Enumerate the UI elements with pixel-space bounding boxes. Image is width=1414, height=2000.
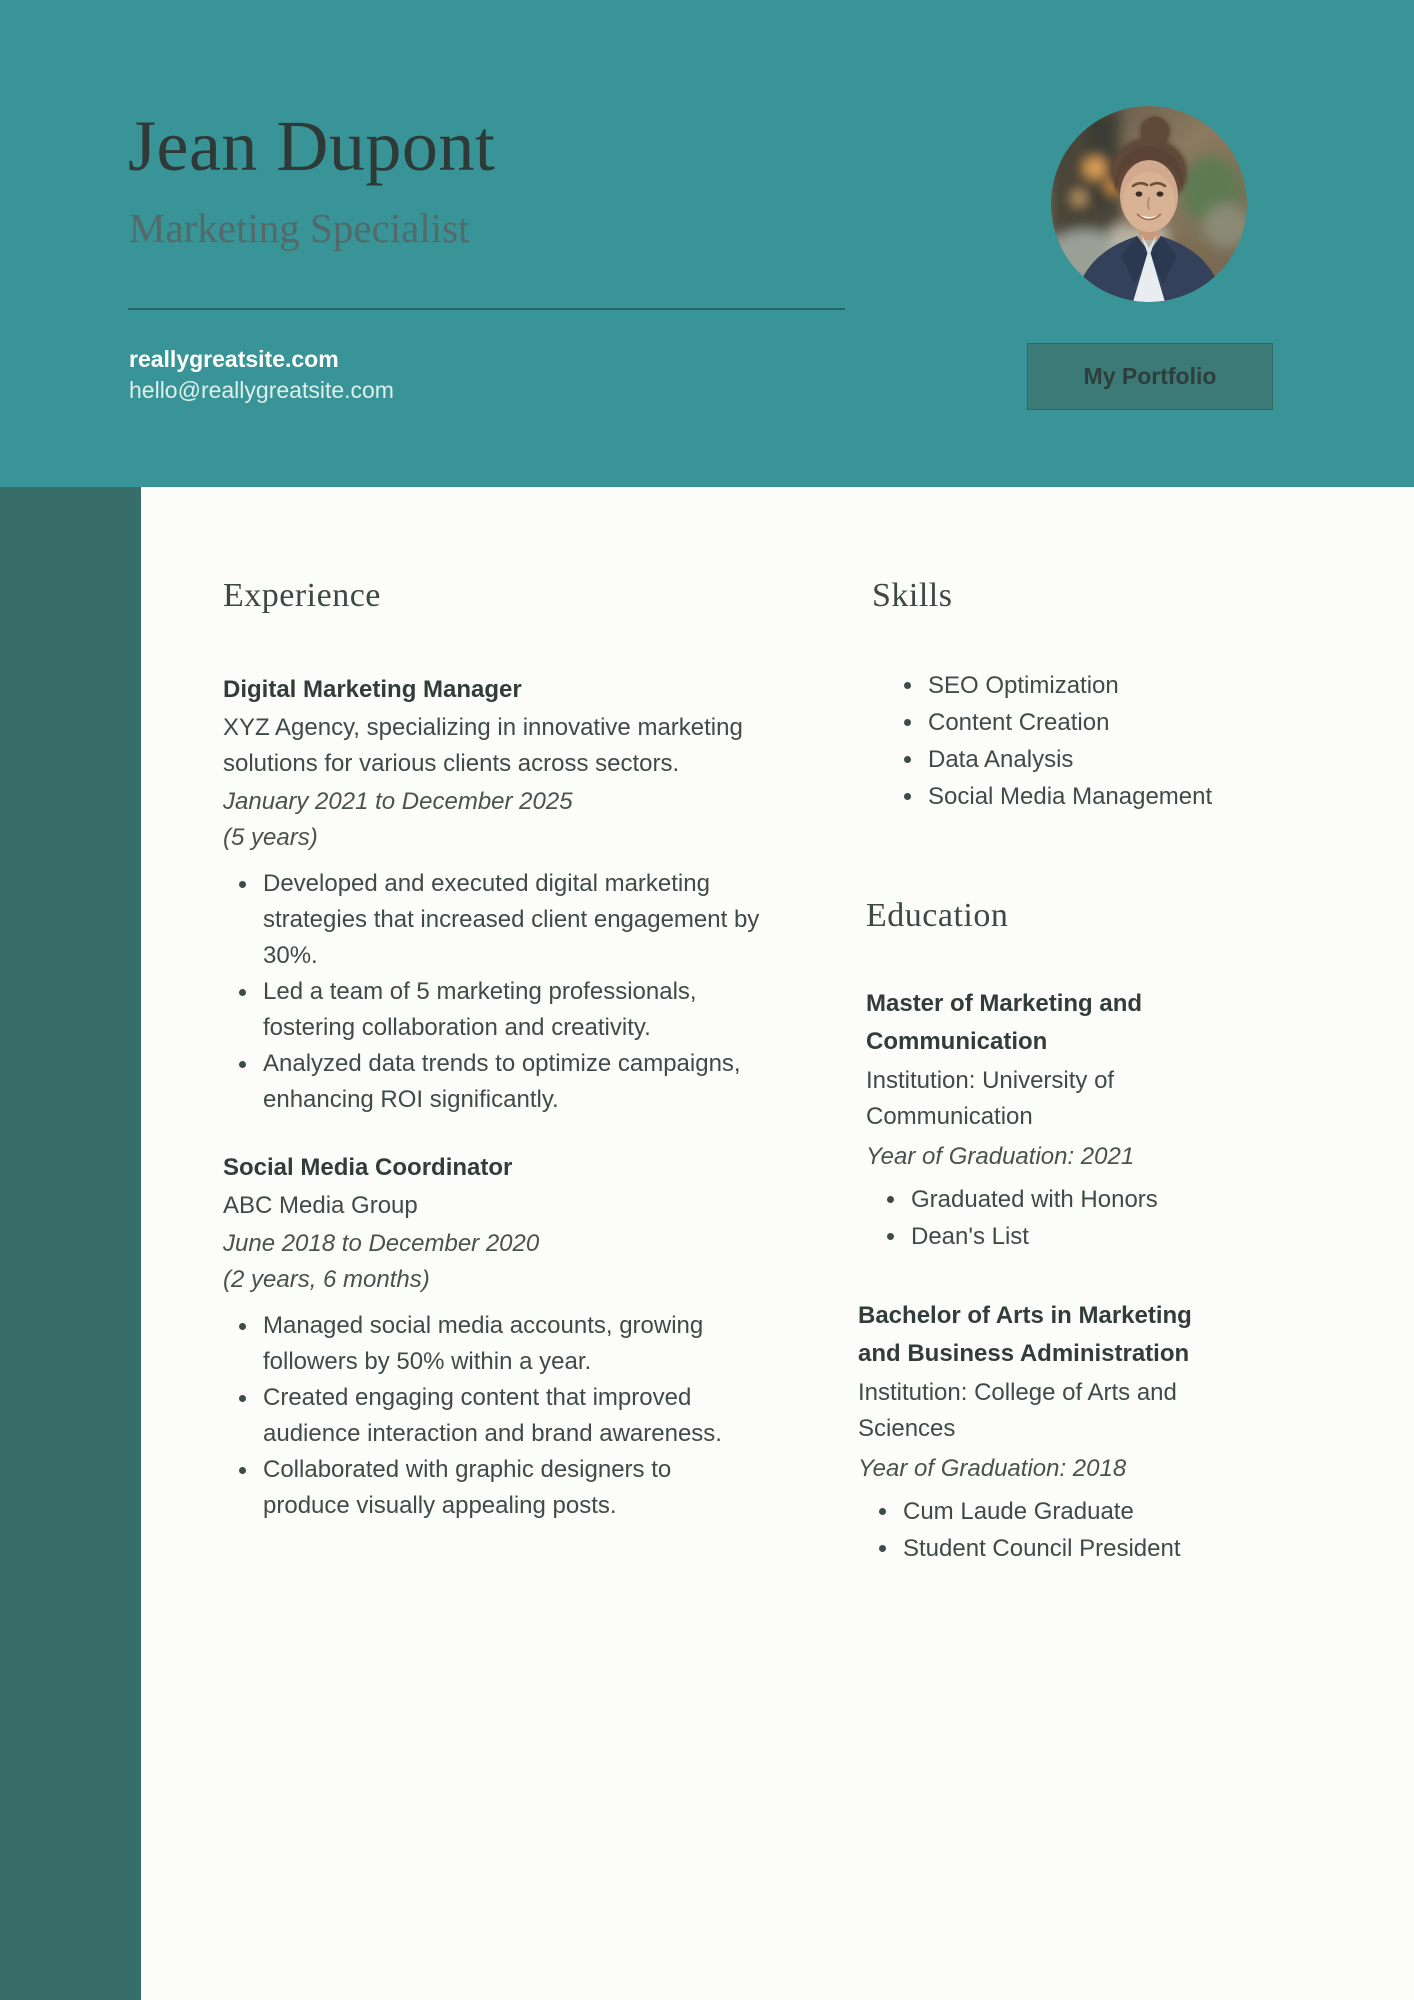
job-entry-digital-marketing-manager [223, 672, 763, 1118]
experience-heading: Experience [223, 577, 381, 614]
right-column [858, 575, 1278, 1567]
website-text: reallygreatsite.com [129, 346, 339, 372]
left-side-band [0, 487, 141, 2000]
degree-year: Year of Graduation: 2018 [858, 1455, 1127, 1482]
job-dates: January 2021 to December 2025 [223, 788, 573, 815]
degree-institution: Institution: University of Communication [866, 1067, 1115, 1130]
job-company: XYZ Agency, specializing in innovative marketing solutions for various clients across sectors. [223, 714, 743, 777]
bullet-item: Led a team of 5 marketing professionals, fostering collaboration and creativity. [223, 974, 763, 1046]
degree-entry-bachelor [858, 1297, 1238, 1567]
degree-title: Master of Marketing and Communication [866, 990, 1143, 1055]
degree-bullet-list [858, 1493, 1238, 1567]
degree-institution: Institution: College of Arts and Sciences [858, 1379, 1177, 1442]
job-entry-social-media-coordinator [223, 1150, 763, 1524]
my-portfolio-button[interactable] [1027, 343, 1273, 410]
skills-list [858, 667, 1278, 815]
skill-item: Social Media Management [858, 778, 1278, 815]
education-heading: Education [866, 897, 1009, 934]
job-bullet-list [223, 1308, 763, 1524]
my-portfolio-button-label: My Portfolio [1083, 363, 1217, 389]
degree-title: Bachelor of Arts in Marketing and Business Administration [858, 1302, 1192, 1367]
bullet-item: Analyzed data trends to optimize campaigns, enhancing ROI significantly. [223, 1046, 763, 1118]
profile-photo [1051, 106, 1247, 302]
contact-block [129, 344, 394, 406]
job-duration: (2 years, 6 months) [223, 1266, 430, 1293]
job-title: Social Media Coordinator [223, 1154, 513, 1181]
bullet-item: Developed and executed digital marketing strategies that increased client engagement by 30%. [223, 866, 763, 974]
person-role: Marketing Specialist [129, 205, 470, 251]
degree-year: Year of Graduation: 2021 [866, 1143, 1135, 1170]
degree-bullet-list [866, 1181, 1246, 1255]
bullet-item: Created engaging content that improved audience interaction and brand awareness. [223, 1380, 763, 1452]
person-name: Jean Dupont [128, 106, 496, 186]
job-dates: June 2018 to December 2020 [223, 1230, 540, 1257]
header-divider [128, 308, 845, 310]
job-title: Digital Marketing Manager [223, 676, 522, 703]
profile-photo-illustration [1051, 106, 1247, 302]
bullet-item: Cum Laude Graduate [858, 1493, 1238, 1530]
skill-item: Content Creation [858, 704, 1278, 741]
bullet-item: Student Council President [858, 1530, 1238, 1567]
job-bullet-list [223, 866, 763, 1118]
job-duration: (5 years) [223, 824, 318, 851]
email-text: hello@reallygreatsite.com [129, 377, 394, 403]
skill-item: SEO Optimization [858, 667, 1278, 704]
experience-section [223, 575, 763, 1524]
bullet-item: Managed social media accounts, growing followers by 50% within a year. [223, 1308, 763, 1380]
bullet-item: Collaborated with graphic designers to produce visually appealing posts. [223, 1452, 763, 1524]
skills-heading: Skills [872, 577, 953, 614]
bullet-item: Graduated with Honors [866, 1181, 1246, 1218]
job-company: ABC Media Group [223, 1192, 418, 1219]
skill-item: Data Analysis [858, 741, 1278, 778]
degree-entry-master [866, 985, 1246, 1255]
bullet-item: Dean's List [866, 1218, 1246, 1255]
